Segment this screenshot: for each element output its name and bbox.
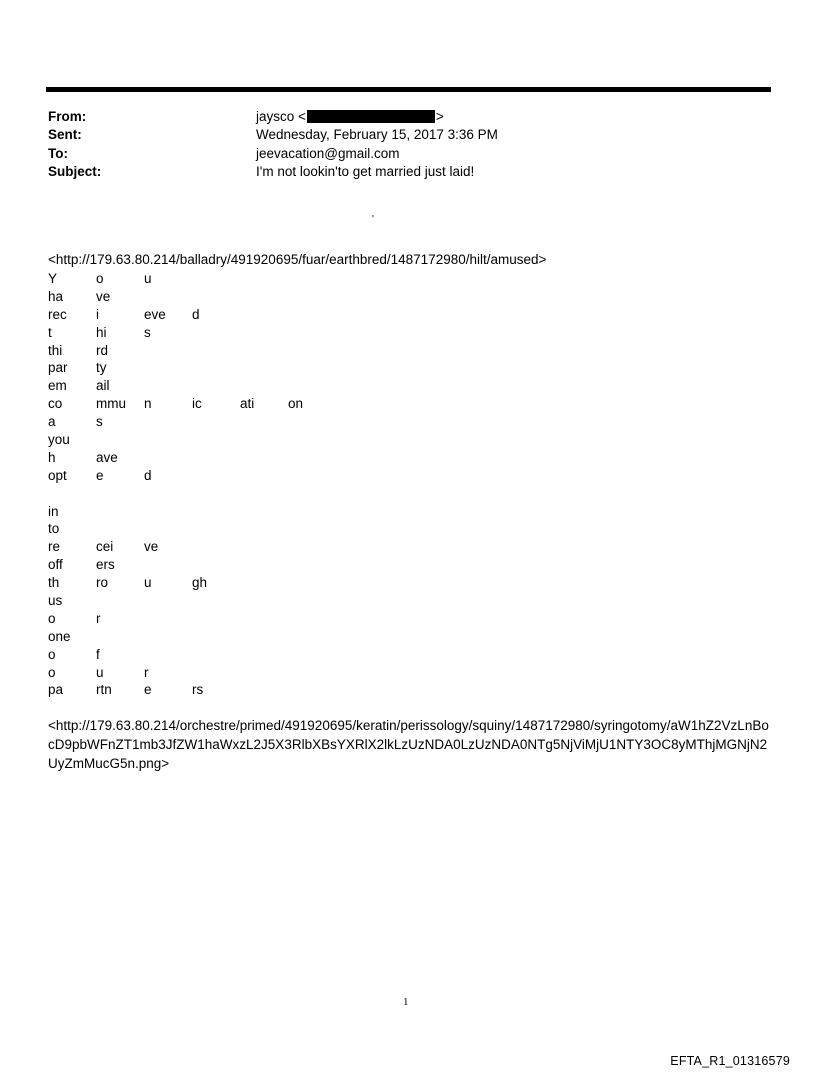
from-value <box>256 109 768 124</box>
fragment-cell: a <box>48 414 56 430</box>
fragment-cell: th <box>48 575 60 591</box>
fragment-cell: gh <box>192 575 208 591</box>
from-name: jaysco < <box>256 108 306 124</box>
fragment-cell: rd <box>96 342 109 358</box>
fragment-cell: one <box>48 628 71 644</box>
subject-row <box>48 163 768 182</box>
fragment-cell: Y <box>48 271 58 286</box>
fragment-cell: ave <box>96 449 118 465</box>
fragment-cell: o <box>48 610 56 626</box>
body-link-2[interactable]: <http://179.63.80.214/orchestre/primed/491920695/keratin/perissology/squiny/1487172980/syringotomy/aW1hZ2VzLnBocD9pbWFnZT1mb3JfZW1haWxzL2J5X3RlbXBsYXRlX2lkLzUzNDA0LzUzNDA0NTg5NjViMjU1NTY3OC8yMThjMGNjN2UyZmMucG5n.png> <box>48 718 769 771</box>
fragment-cell: d <box>192 306 200 322</box>
body-link-1[interactable]: <http://179.63.80.214/balladry/491920695/fuar/earthbred/1487172980/hilt/amused> <box>48 252 547 267</box>
fragment-cell: in <box>48 503 59 519</box>
stray-mark: ' <box>372 214 374 225</box>
fragment-cell: you <box>48 432 70 448</box>
fragment-cell: u <box>144 271 152 286</box>
fragment-cell: ic <box>192 396 202 412</box>
fragment-cell: us <box>48 593 63 609</box>
fragment-cell: rec <box>48 306 67 322</box>
fragment-cell: ro <box>96 575 109 591</box>
email-header <box>48 107 768 181</box>
subject-value: I'm not lookin'to get married just laid! <box>256 164 475 180</box>
fragment-cell: ail <box>96 378 110 394</box>
fragment-cell: pa <box>48 682 64 698</box>
fragment-cell: to <box>48 521 60 537</box>
fragment-cell: par <box>48 360 68 376</box>
from-row <box>48 107 768 126</box>
fragment-cell: ve <box>96 288 111 304</box>
fragment-cell: on <box>288 396 304 412</box>
fragment-cell: u <box>96 664 104 680</box>
fragment-cell: re <box>48 539 61 555</box>
sent-row <box>48 126 768 145</box>
sent-value: Wednesday, February 15, 2017 3:36 PM <box>256 127 498 143</box>
fragment-cell: r <box>96 610 101 626</box>
fragment-cell: cei <box>96 539 114 555</box>
fragment-cell: d <box>144 467 152 483</box>
fragment-cell: i <box>96 306 99 322</box>
fragment-cell: co <box>48 396 63 412</box>
fragment-cell: eve <box>144 306 166 322</box>
fragment-cell: rs <box>192 682 204 698</box>
fragment-cell: mmu <box>96 396 126 412</box>
fragment-cell: h <box>48 449 56 465</box>
fragment-cell: em <box>48 378 67 394</box>
to-label: To: <box>48 145 68 161</box>
fragment-cell: ty <box>96 360 107 376</box>
fragment-cell: t <box>48 324 52 340</box>
fragment-cell: thi <box>48 342 63 358</box>
bates-number: EFTA_R1_01316579 <box>670 1054 790 1068</box>
subject-label: Subject: <box>48 164 102 180</box>
from-label: From: <box>48 108 87 124</box>
fragment-cell: f <box>96 646 100 662</box>
fragment-cell: s <box>144 324 151 340</box>
fragment-cell: ve <box>144 539 159 555</box>
to-row <box>48 144 768 163</box>
fragment-cell: off <box>48 557 63 573</box>
fragment-cell: o <box>48 664 56 680</box>
from-close: > <box>435 108 444 124</box>
to-value: jeevacation@gmail.com <box>256 145 400 161</box>
fragment-cell: o <box>96 271 104 286</box>
fragment-cell: e <box>144 682 152 698</box>
fragment-cell: hi <box>96 324 107 340</box>
fragment-cell: r <box>144 664 149 680</box>
fragment-cell: ati <box>240 396 255 412</box>
fragment-cell: s <box>96 414 103 430</box>
header-rule <box>46 87 771 92</box>
fragment-cell: opt <box>48 467 67 483</box>
fragment-cell: o <box>48 646 56 662</box>
fragment-cell: u <box>144 575 152 591</box>
redaction-box <box>307 110 435 123</box>
fragment-cell: rtn <box>96 682 112 698</box>
fragment-cell: n <box>144 396 152 412</box>
sent-label: Sent: <box>48 127 82 143</box>
page-number: 1 <box>403 996 409 1008</box>
fragment-cell: e <box>96 467 104 483</box>
fragment-cell: ha <box>48 288 64 304</box>
fragment-cell: ers <box>96 557 115 573</box>
